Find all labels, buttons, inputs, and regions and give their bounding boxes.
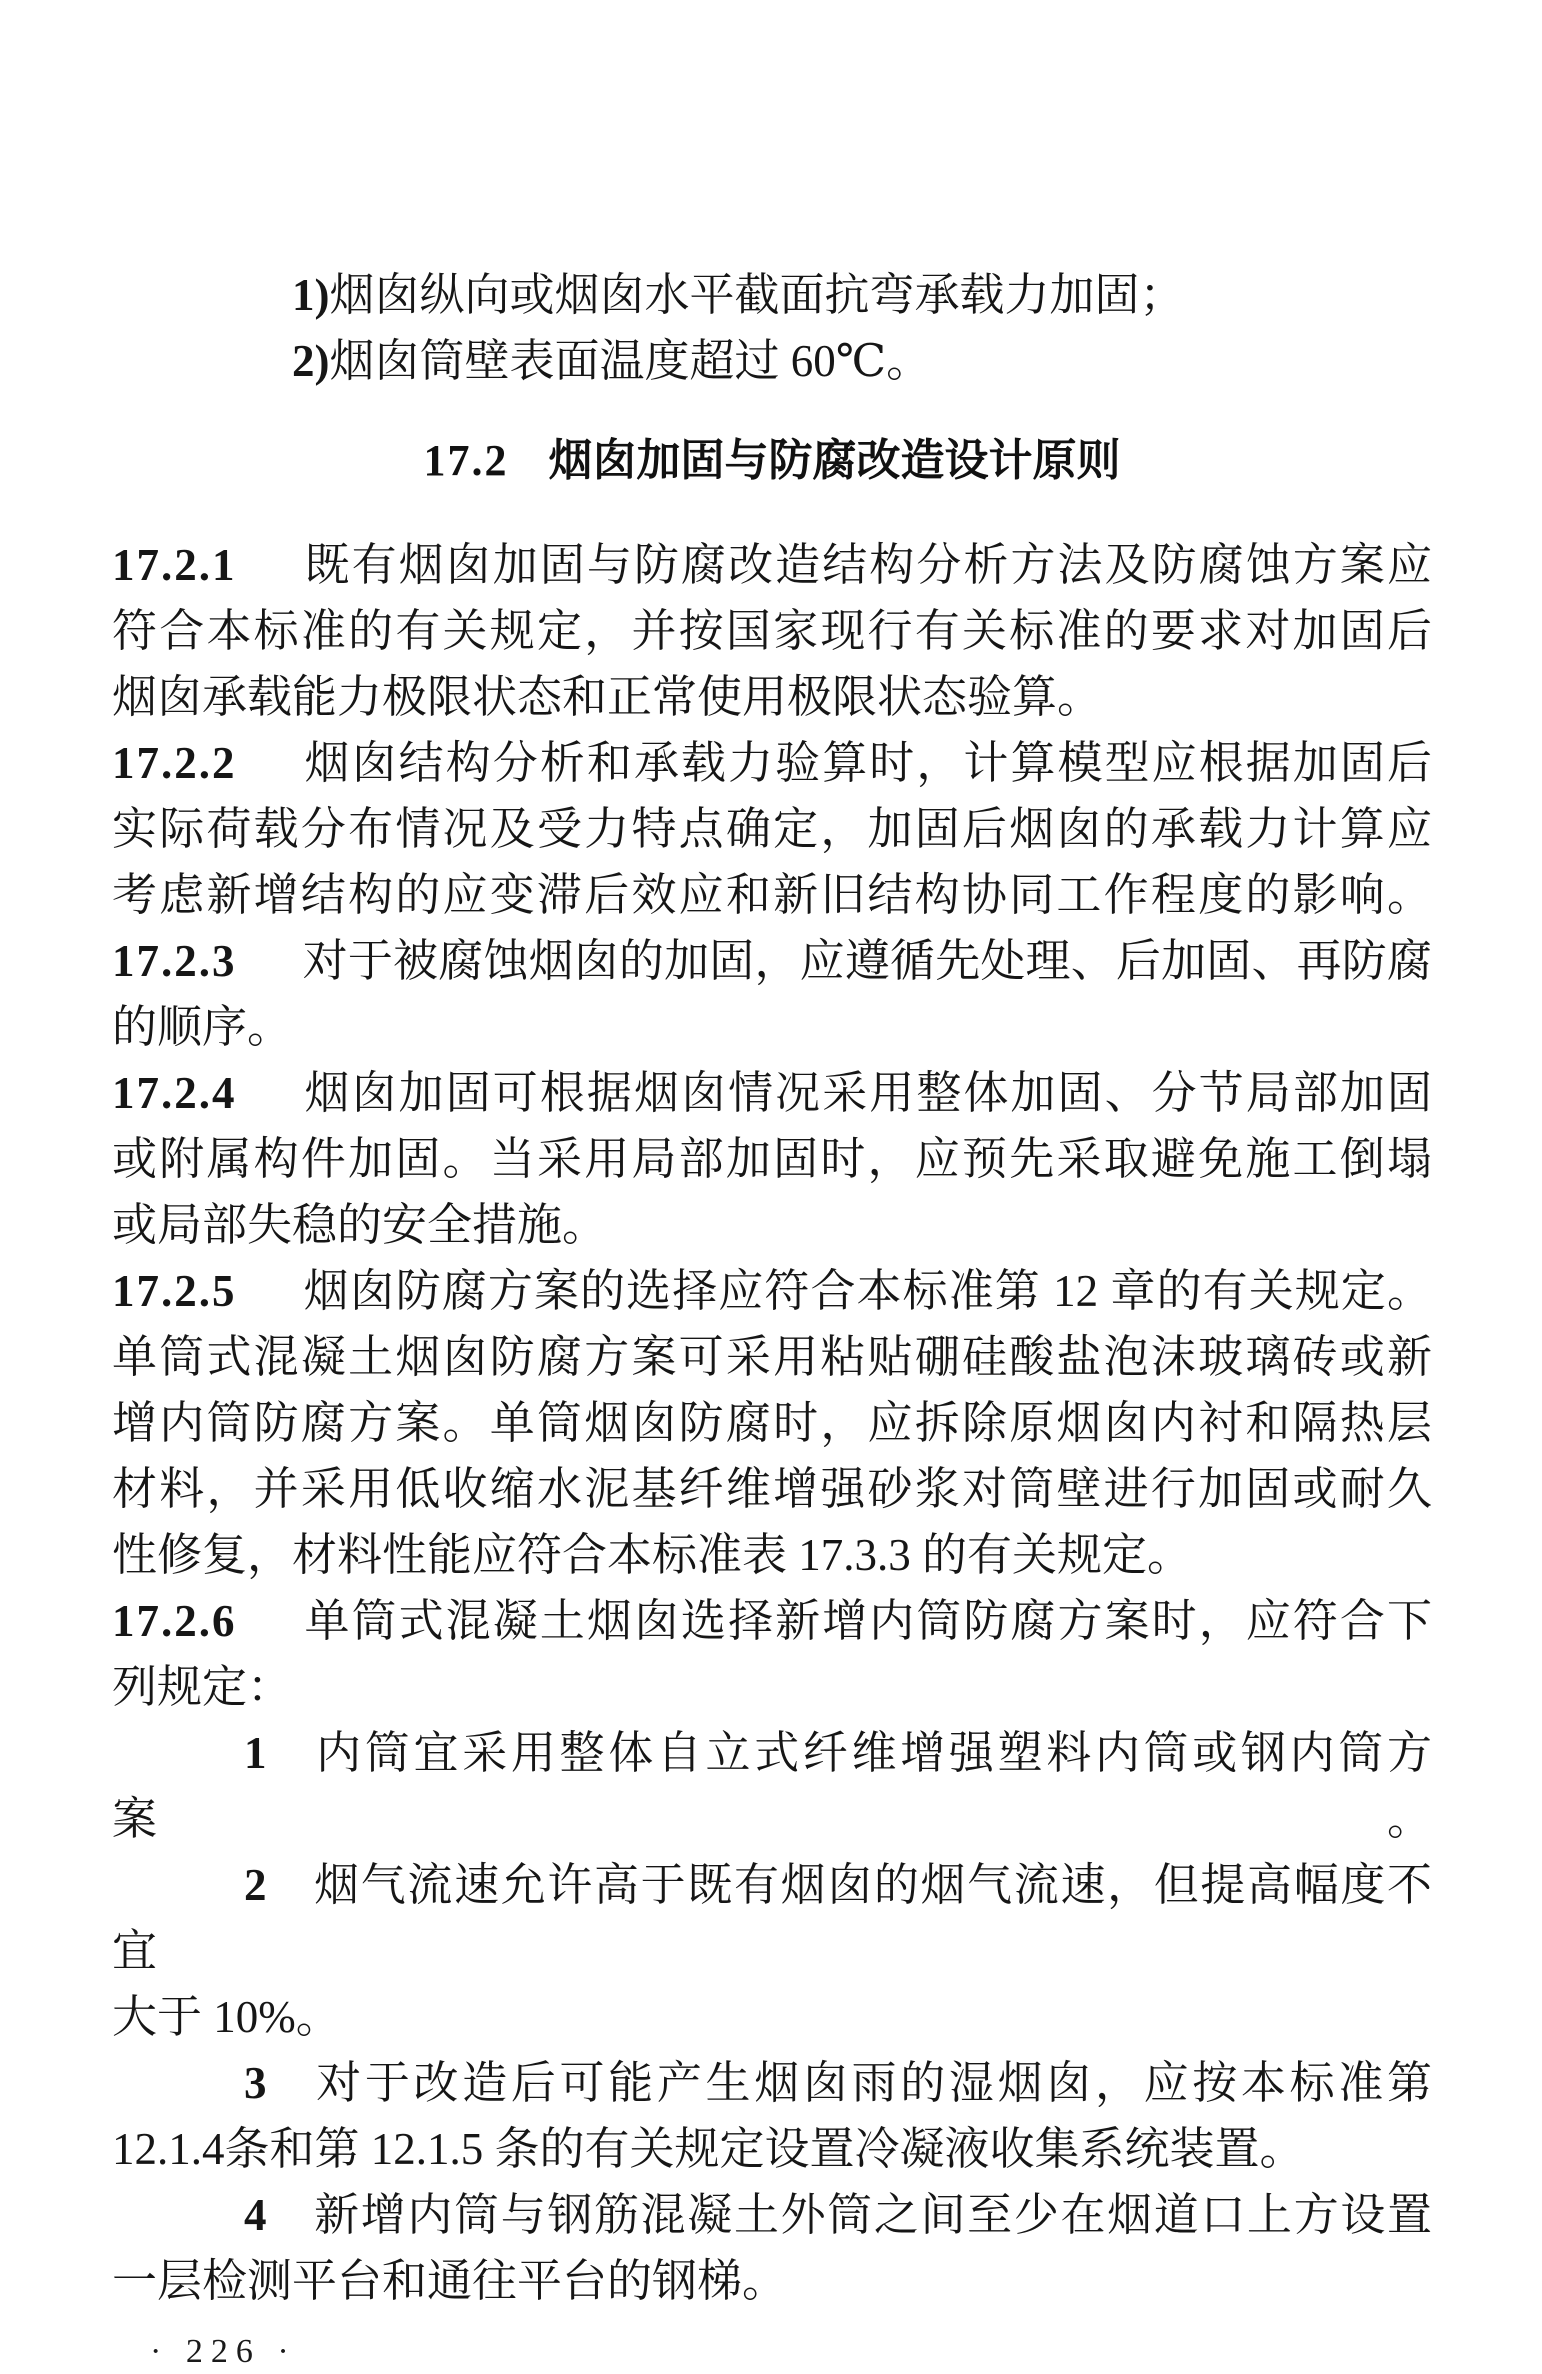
clause-17-2-5-line-1 xyxy=(112,1258,1432,1324)
clause-text: 烟囱加固可根据烟囱情况采用整体加固、分节局部加固 xyxy=(302,1068,1432,1118)
clause-17-2-5-line-5: 性修复，材料性能应符合本标准表 17.3.3 的有关规定。 xyxy=(112,1530,1193,1580)
clause-17-2-5-line-2: 单筒式混凝土烟囱防腐方案可采用粘贴硼硅酸盐泡沫玻璃砖或新 xyxy=(112,1332,1432,1382)
clause-17-2-1-line-1 xyxy=(112,532,1432,598)
sub-item-1-number: 1 xyxy=(244,1728,267,1778)
clause-17-2-6-line-1 xyxy=(112,1588,1432,1654)
clause-text: 烟囱结构分析和承载力验算时，计算模型应根据加固后 xyxy=(302,738,1432,788)
sub-item-4-number: 4 xyxy=(244,2190,267,2240)
intro-item-1-text: 烟囱纵向或烟囱水平截面抗弯承载力加固； xyxy=(329,270,1185,320)
intro-item-2-text: 烟囱筒壁表面温度超过 60℃。 xyxy=(329,336,932,386)
sub-item-3-number: 3 xyxy=(244,2058,267,2108)
clause-17-2-1-line-3: 烟囱承载能力极限状态和正常使用极限状态验算。 xyxy=(112,672,1103,722)
sub-item-1-line-1 xyxy=(112,1720,1432,1852)
page-number: · 226 · xyxy=(150,2333,297,2370)
sub-item-text: 新增内筒与钢筋混凝土外筒之间至少在烟道口上方设置 xyxy=(312,2190,1432,2240)
clause-17-2-2-number: 17.2.2 xyxy=(112,738,237,788)
clause-17-2-4-line-1 xyxy=(112,1060,1432,1126)
clause-text: 对于被腐蚀烟囱的加固，应遵循先处理、后加固、再防腐 xyxy=(302,936,1432,986)
clause-17-2-3-number: 17.2.3 xyxy=(112,936,237,986)
intro-item-2 xyxy=(112,328,1432,394)
sub-item-3-line-1 xyxy=(112,2050,1432,2116)
clause-17-2-4-line-2: 或附属构件加固。当采用局部加固时，应预先采取避免施工倒塌 xyxy=(112,1134,1432,1184)
sub-item-text: 内筒宜采用整体自立式纤维增强塑料内筒或钢内筒方案。 xyxy=(112,1728,1432,1844)
intro-item-2-number: 2) xyxy=(292,336,330,386)
clause-17-2-6-number: 17.2.6 xyxy=(112,1596,237,1646)
clause-17-2-5-line-3: 增内筒防腐方案。单筒烟囱防腐时，应拆除原烟囱内衬和隔热层 xyxy=(112,1398,1432,1448)
sub-item-4-line-1 xyxy=(112,2182,1432,2248)
clause-17-2-1-line-2: 符合本标准的有关规定，并按国家现行有关标准的要求对加固后 xyxy=(112,606,1432,656)
sub-item-3-line-2: 12.1.4条和第 12.1.5 条的有关规定设置冷凝液收集系统装置。 xyxy=(112,2124,1305,2174)
sub-item-4-line-2: 一层检测平台和通往平台的钢梯。 xyxy=(112,2256,788,2306)
clause-17-2-6-line-2: 列规定： xyxy=(112,1662,293,1712)
sub-item-text: 烟气流速允许高于既有烟囱的烟气流速，但提高幅度不宜 xyxy=(112,1860,1432,1976)
clause-body xyxy=(112,532,1432,2314)
clause-17-2-1-number: 17.2.1 xyxy=(112,540,237,590)
clause-text: 烟囱防腐方案的选择应符合本标准第 12 章的有关规定。 xyxy=(302,1266,1432,1316)
intro-list xyxy=(112,262,1432,394)
clause-text: 既有烟囱加固与防腐改造结构分析方法及防腐蚀方案应 xyxy=(302,540,1432,590)
clause-text: 单筒式混凝土烟囱选择新增内筒防腐方案时，应符合下 xyxy=(302,1596,1432,1646)
section-heading-title: 烟囱加固与防腐改造设计原则 xyxy=(548,436,1121,485)
clause-17-2-3-line-1 xyxy=(112,928,1432,994)
sub-item-2-line-1 xyxy=(112,1852,1432,1984)
clause-17-2-5-number: 17.2.5 xyxy=(112,1266,237,1316)
intro-item-1-number: 1) xyxy=(292,270,330,320)
section-heading xyxy=(112,428,1432,494)
clause-17-2-2-line-2: 实际荷载分布情况及受力特点确定，加固后烟囱的承载力计算应 xyxy=(112,804,1432,854)
intro-item-1 xyxy=(112,262,1432,328)
sub-item-2-number: 2 xyxy=(244,1860,267,1910)
clause-17-2-3-line-2: 的顺序。 xyxy=(112,1002,293,1052)
clause-17-2-4-number: 17.2.4 xyxy=(112,1068,237,1118)
clause-17-2-2-line-1 xyxy=(112,730,1432,796)
clause-17-2-4-line-3: 或局部失稳的安全措施。 xyxy=(112,1200,608,1250)
sub-item-text: 对于改造后可能产生烟囱雨的湿烟囱，应按本标准第 xyxy=(312,2058,1432,2108)
clause-17-2-2-line-3: 考虑新增结构的应变滞后效应和新旧结构协同工作程度的影响。 xyxy=(112,870,1432,920)
clause-17-2-5-line-4: 材料，并采用低收缩水泥基纤维增强砂浆对筒壁进行加固或耐久 xyxy=(112,1464,1432,1514)
sub-item-2-line-2: 大于 10%。 xyxy=(112,1992,341,2042)
section-heading-number: 17.2 xyxy=(423,436,509,485)
